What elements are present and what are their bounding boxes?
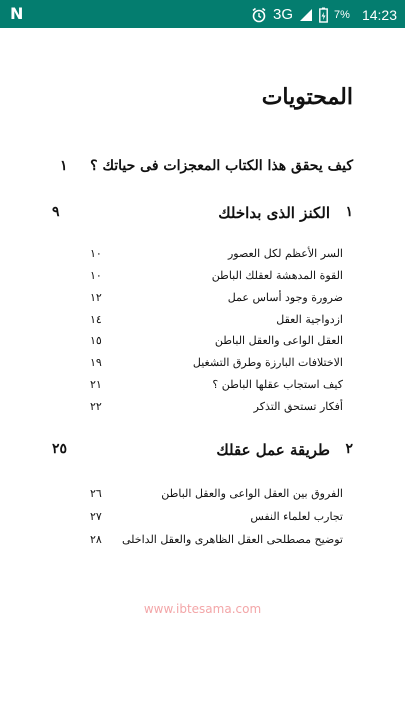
app-notification-icon: N [10, 4, 24, 23]
battery-percent: 7% [334, 8, 350, 21]
toc-item-label: القوة المدهشة لعقلك الباطن [211, 269, 343, 282]
chapter-row-1[interactable] [0, 204, 405, 224]
toc-item-page: ٢٦ [90, 487, 102, 500]
alarm-icon [251, 7, 267, 23]
table-of-contents-page [0, 28, 405, 720]
toc-item-page: ٢٢ [90, 400, 102, 413]
toc-item[interactable] [0, 291, 405, 309]
toc-item-page: ١٤ [90, 313, 102, 326]
toc-item[interactable] [0, 533, 405, 551]
chapter-title: طريقة عمل عقلك [216, 441, 330, 459]
toc-intro-row[interactable] [0, 158, 405, 178]
chapter-number: ٢ [345, 441, 353, 457]
toc-item[interactable] [0, 334, 405, 352]
network-type: 3G [273, 6, 294, 23]
chapter-number: ١ [345, 204, 353, 220]
clock: 14:23 [361, 6, 397, 23]
toc-item-page: ١٠ [90, 269, 102, 282]
toc-item-page: ١٢ [90, 291, 102, 304]
status-icons [251, 6, 397, 23]
status-bar [0, 0, 405, 28]
toc-item-page: ٢٧ [90, 510, 102, 523]
toc-item[interactable] [0, 269, 405, 287]
watermark: www.ibtesama.com [143, 602, 262, 616]
toc-item-label: العقل الواعى والعقل الباطن [214, 334, 343, 347]
toc-item-page: ١٩ [90, 356, 102, 369]
toc-item-label: توضيح مصطلحى العقل الظاهرى والعقل الداخلى [122, 533, 343, 546]
toc-item-label: ازدواجية العقل [276, 313, 343, 326]
chapter-page: ٢٥ [52, 441, 68, 457]
chapter-row-2[interactable] [0, 441, 405, 461]
toc-item[interactable] [0, 313, 405, 331]
toc-item-label: الاختلافات البارزة وطرق التشغيل [192, 356, 343, 369]
toc-item-label: الفروق بين العقل الواعى والعقل الباطن [161, 487, 343, 500]
toc-item-label: ضرورة وجود أساس عمل [227, 291, 343, 304]
toc-item-label: أفكار تستحق التذكر [253, 400, 343, 413]
toc-item-label: كيف استجاب عقلها الباطن ؟ [212, 378, 343, 391]
toc-item-label: السر الأعظم لكل العصور [227, 247, 343, 260]
toc-item[interactable] [0, 400, 405, 418]
toc-item[interactable] [0, 487, 405, 505]
page-title: المحتويات [261, 84, 353, 110]
toc-item-page: ١٠ [90, 247, 102, 260]
toc-item-label: تجارب لعلماء النفس [250, 510, 343, 523]
toc-item[interactable] [0, 356, 405, 374]
toc-intro-label: كيف يحقق هذا الكتاب المعجزات فى حياتك ؟ [90, 158, 353, 174]
toc-item-page: ٢٨ [90, 533, 102, 546]
chapter-title: الكنز الذى بداخلك [218, 204, 330, 222]
toc-item[interactable] [0, 247, 405, 265]
battery-icon [319, 7, 328, 23]
signal-icon [299, 8, 313, 22]
toc-item[interactable] [0, 378, 405, 396]
toc-intro-page: ١ [60, 158, 68, 174]
toc-item-page: ١٥ [90, 334, 102, 347]
toc-item[interactable] [0, 510, 405, 528]
chapter-page: ٩ [52, 204, 60, 220]
toc-item-page: ٢١ [90, 378, 102, 391]
